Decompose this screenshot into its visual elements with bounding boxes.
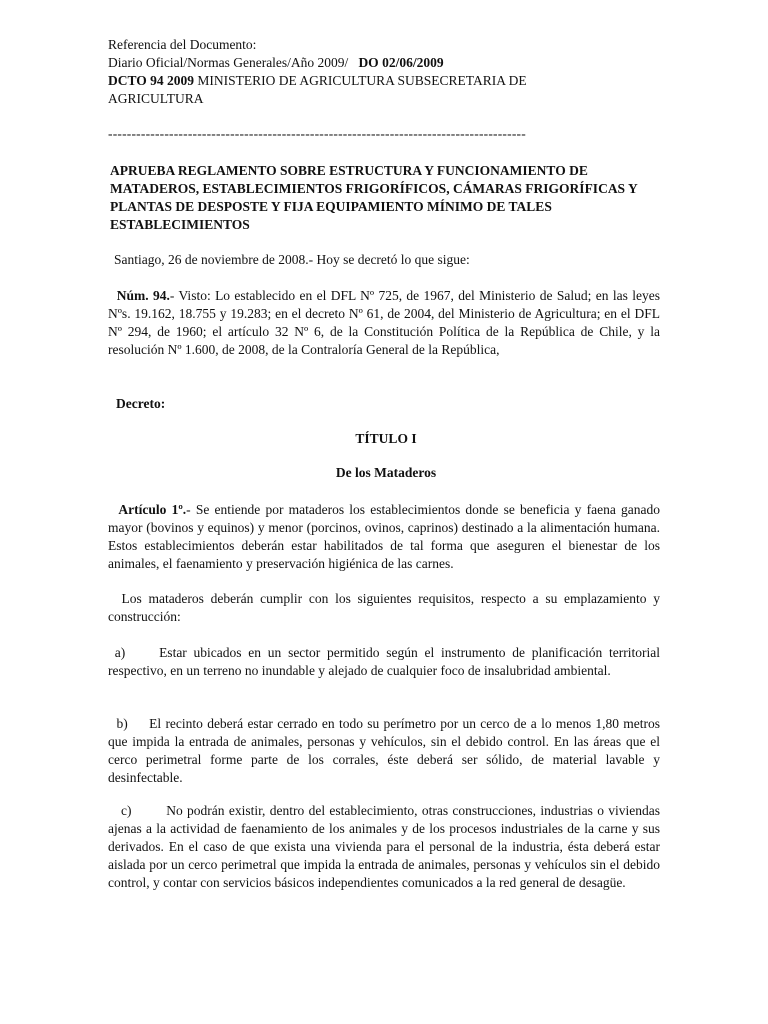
decreto-heading: Decreto:: [116, 396, 166, 411]
decree-number: DCTO 94 2009: [108, 73, 195, 88]
item-b-text: El recinto deberá estar cerrado en todo su perímetro por un cerco de a lo menos 1,80 metros que impida la entrada de animales, personas y vehículos, sin el debido control. En las áreas que el cerco perimetral forme parte de los corrales, éste deberá ser sólido, de material lavable y desinfectable.: [108, 716, 660, 785]
item-b: [108, 715, 660, 787]
article-1-paragraph: [108, 501, 660, 573]
visto-paragraph: [108, 287, 660, 359]
item-b-label: b): [116, 716, 128, 731]
reference-label: Referencia del Documento:: [108, 37, 257, 52]
num-label: Núm. 94.: [116, 288, 170, 303]
item-c-label: c): [121, 803, 132, 818]
item-a-label: a): [114, 645, 126, 660]
separator-line: -----------------------------------------------------------------------------------------: [108, 126, 526, 141]
source-text: Diario Oficial/Normas Generales/Año 2009/: [108, 55, 349, 70]
item-c-text: No podrán existir, dentro del establecimiento, otras construcciones, industrias o viviendas ajenas a la actividad de faenamiento de los animales y de los procesos industriales de la carne y sus derivados. En el caso de que exista una vivienda para el personal de la industria, ésta deberá estar aislada por un cerco perimetral que impida la entrada de animales, personas y vehículos sin el debido control, y contar con servicios básicos independientes comunicados a la red general de desagüe.: [108, 803, 661, 890]
article-1-text: - Se entiende por mataderos los establecimientos donde se beneficia y faena ganado mayor (bovinos y equinos) y menor (porcinos, ovinos, caprinos) destinado a la alimentación humana. Estos establecimientos deberán estar habilitados de tal forma que aseguren el bienestar de los animales, el faenamiento y preservación higiénica de las carnes.: [108, 502, 660, 571]
article-1-label: Artículo 1º.: [118, 502, 187, 517]
section-subtitle: De los Mataderos: [335, 465, 437, 480]
titulo-heading: TÍTULO I: [355, 431, 417, 446]
santiago-line: Santiago, 26 de noviembre de 2008.- Hoy se decretó lo que sigue:: [114, 252, 470, 267]
visto-text: - Visto: Lo establecido en el DFL Nº 725, de 1967, del Ministerio de Salud; en las leyes Nºs. 19.162, 18.755 y 19.283; en el decreto Nº 61, de 2004, del Ministerio de Agricultura; en el DFL Nº 294, de 1960; el artículo 32 Nº 6, de la Constitución Política de la República de Chile, y la resolución Nº 1.600, de 2008, de la Contraloría General de la República,: [108, 288, 660, 357]
decree-line: [108, 72, 527, 90]
ministry-text: MINISTERIO DE AGRICULTURA SUBSECRETARIA DE: [194, 73, 527, 88]
item-a: [108, 644, 660, 680]
ministry-continuation: AGRICULTURA: [108, 91, 204, 106]
source-line: [108, 54, 444, 72]
requirements-paragraph: [108, 590, 660, 626]
publication-date: DO 02/06/2009: [358, 55, 444, 70]
item-a-text: Estar ubicados en un sector permitido según el instrumento de planificación territorial respectivo, en un terreno no inundable y alejado de cualquier foco de insalubridad ambiental.: [108, 645, 661, 678]
document-title: APRUEBA REGLAMENTO SOBRE ESTRUCTURA Y FUNCIONAMIENTO DE MATADEROS, ESTABLECIMIENTOS FRIGORÍFICOS, CÁMARAS FRIGORÍFICAS Y PLANTAS DE DESPOSTE Y FIJA EQUIPAMIENTO MÍNIMO DE TALES ESTABLECIMIENTOS: [110, 163, 638, 232]
item-c: [108, 802, 660, 892]
requirements-text: Los mataderos deberán cumplir con los siguientes requisitos, respecto a su emplazamiento y construcción:: [108, 591, 661, 624]
